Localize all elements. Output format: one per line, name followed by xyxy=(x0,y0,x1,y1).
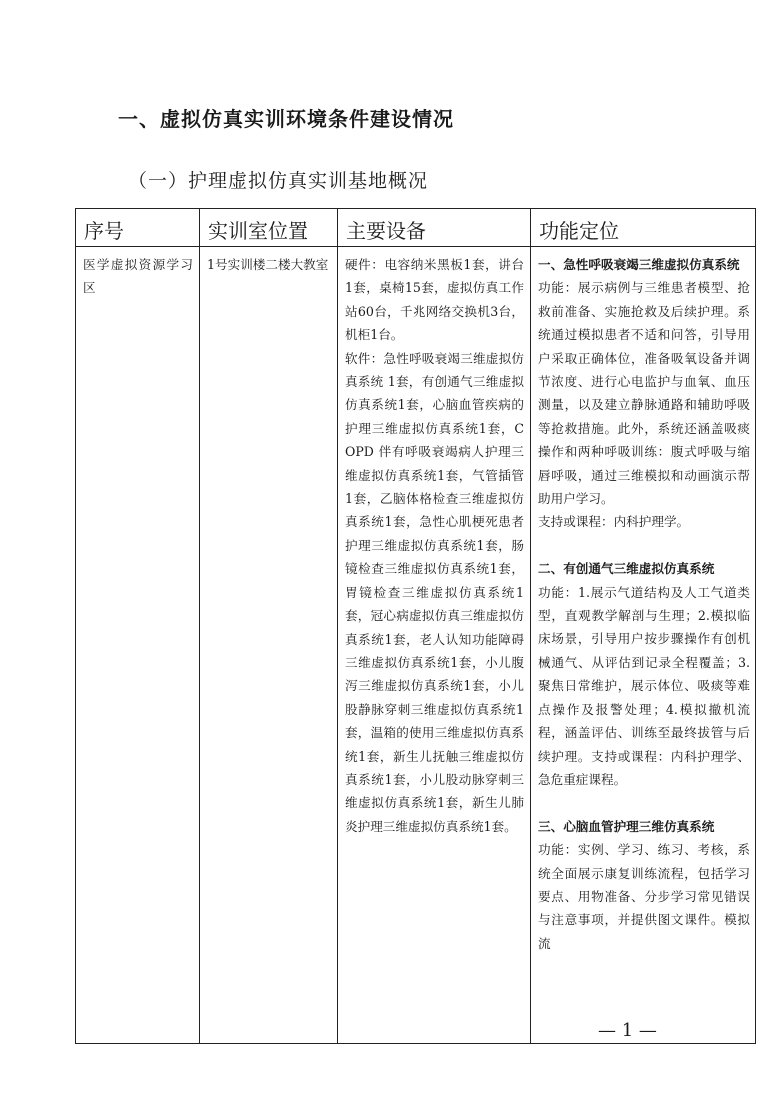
subsection-heading: （一）护理虚拟仿真实训基地概况 xyxy=(128,170,429,192)
function-title: 二、有创通气三维虚拟仿真系统 xyxy=(538,561,715,577)
cell-function xyxy=(531,247,756,1044)
function-body: 功能：展示病例与三维患者模型、抢救前准备、实施抢救及后续护理。系统通过模拟患者不适和问答，引导用户采取正确体位，准备吸氧设备并调节浓度、进行心电监护与血氧、血压测量，以及建立静脉通路和辅助呼吸等抢救措施。此外，系统还涵盖吸痰操作和两种呼吸训练：腹式呼吸与缩唇呼吸，通过三维模拟和动画演示帮助用户学习。 xyxy=(538,280,750,507)
function-body: 功能：1.展示气道结构及人工气道类型，直观教学解剖与生理；2.模拟临床场景，引导用户按步骤操作有创机械通气、从评估到记录全程覆盖；3.聚焦日常维护，展示体位、吸痰等难点操作及报警处理；4.模拟撤机流程，涵盖评估、训练至最终拔管与后续护理。支持或课程：内科护理学、急危重症课程。 xyxy=(538,584,750,787)
function-courses: 支持或课程：内科护理学。 xyxy=(538,514,690,530)
training-base-table xyxy=(75,208,756,1044)
header-location: 实训室位置 xyxy=(200,209,338,247)
seq-text: 医学虚拟资源学习区 xyxy=(83,257,193,296)
function-item xyxy=(538,815,750,955)
header-seq: 序号 xyxy=(76,209,200,247)
function-item xyxy=(538,253,750,534)
header-equipment: 主要设备 xyxy=(338,209,531,247)
cell-seq xyxy=(76,247,200,1044)
function-title: 三、心脑血管护理三维仿真系统 xyxy=(538,818,715,834)
function-title: 一、急性呼吸衰竭三维虚拟仿真系统 xyxy=(538,257,740,272)
equipment-hardware: 硬件：电容纳米黑板1套，讲台1套，桌椅15套，虚拟仿真工作站60台，千兆网络交换机3台，机柜1台。 xyxy=(345,257,524,343)
table-header-row xyxy=(76,209,756,247)
page-number: — 1 — xyxy=(598,1020,657,1041)
cell-location xyxy=(200,247,338,1044)
equipment-software: 软件：急性呼吸衰竭三维虚拟仿真系统 1套，有创通气三维虚拟仿真系统1套，心脑血管疾病的护理三维虚拟仿真系统1套，COPD 伴有呼吸衰竭病人护理三维虚拟仿真系统1套，气管插管1套，乙脑体格检查三维虚拟仿真系统1套，急性心肌梗死患者护理三维虚拟仿真系统1套，肠镜检查三维虚拟仿真系统1套，胃镜检查三维虚拟仿真系统1套，冠心病虚拟仿真三维虚拟仿真系统1套，老人认知功能障碍三维虚拟仿真系统1套，小儿腹泻三维虚拟仿真系统1套，小儿股静脉穿刺三维虚拟仿真系统1套，温箱的使用三维虚拟仿真系统1套，新生儿抚触三维虚拟仿真系统1套，小儿股动脉穿刺三维虚拟仿真系统1套，新生儿肺炎护理三维虚拟仿真系统1套。 xyxy=(345,350,524,834)
header-function: 功能定位 xyxy=(531,209,756,247)
table-row xyxy=(76,247,756,1044)
location-text: 1号实训楼二楼大教室 xyxy=(207,257,329,272)
function-body: 功能：实例、学习、练习、考核，系统全面展示康复训练流程，包括学习要点、用物准备、分步学习常见错误与注意事项，并提供图文课件。模拟流 xyxy=(538,842,750,951)
function-item xyxy=(538,557,750,791)
section-heading: 一、虚拟仿真实训环境条件建设情况 xyxy=(118,107,454,131)
cell-equipment xyxy=(338,247,531,1044)
